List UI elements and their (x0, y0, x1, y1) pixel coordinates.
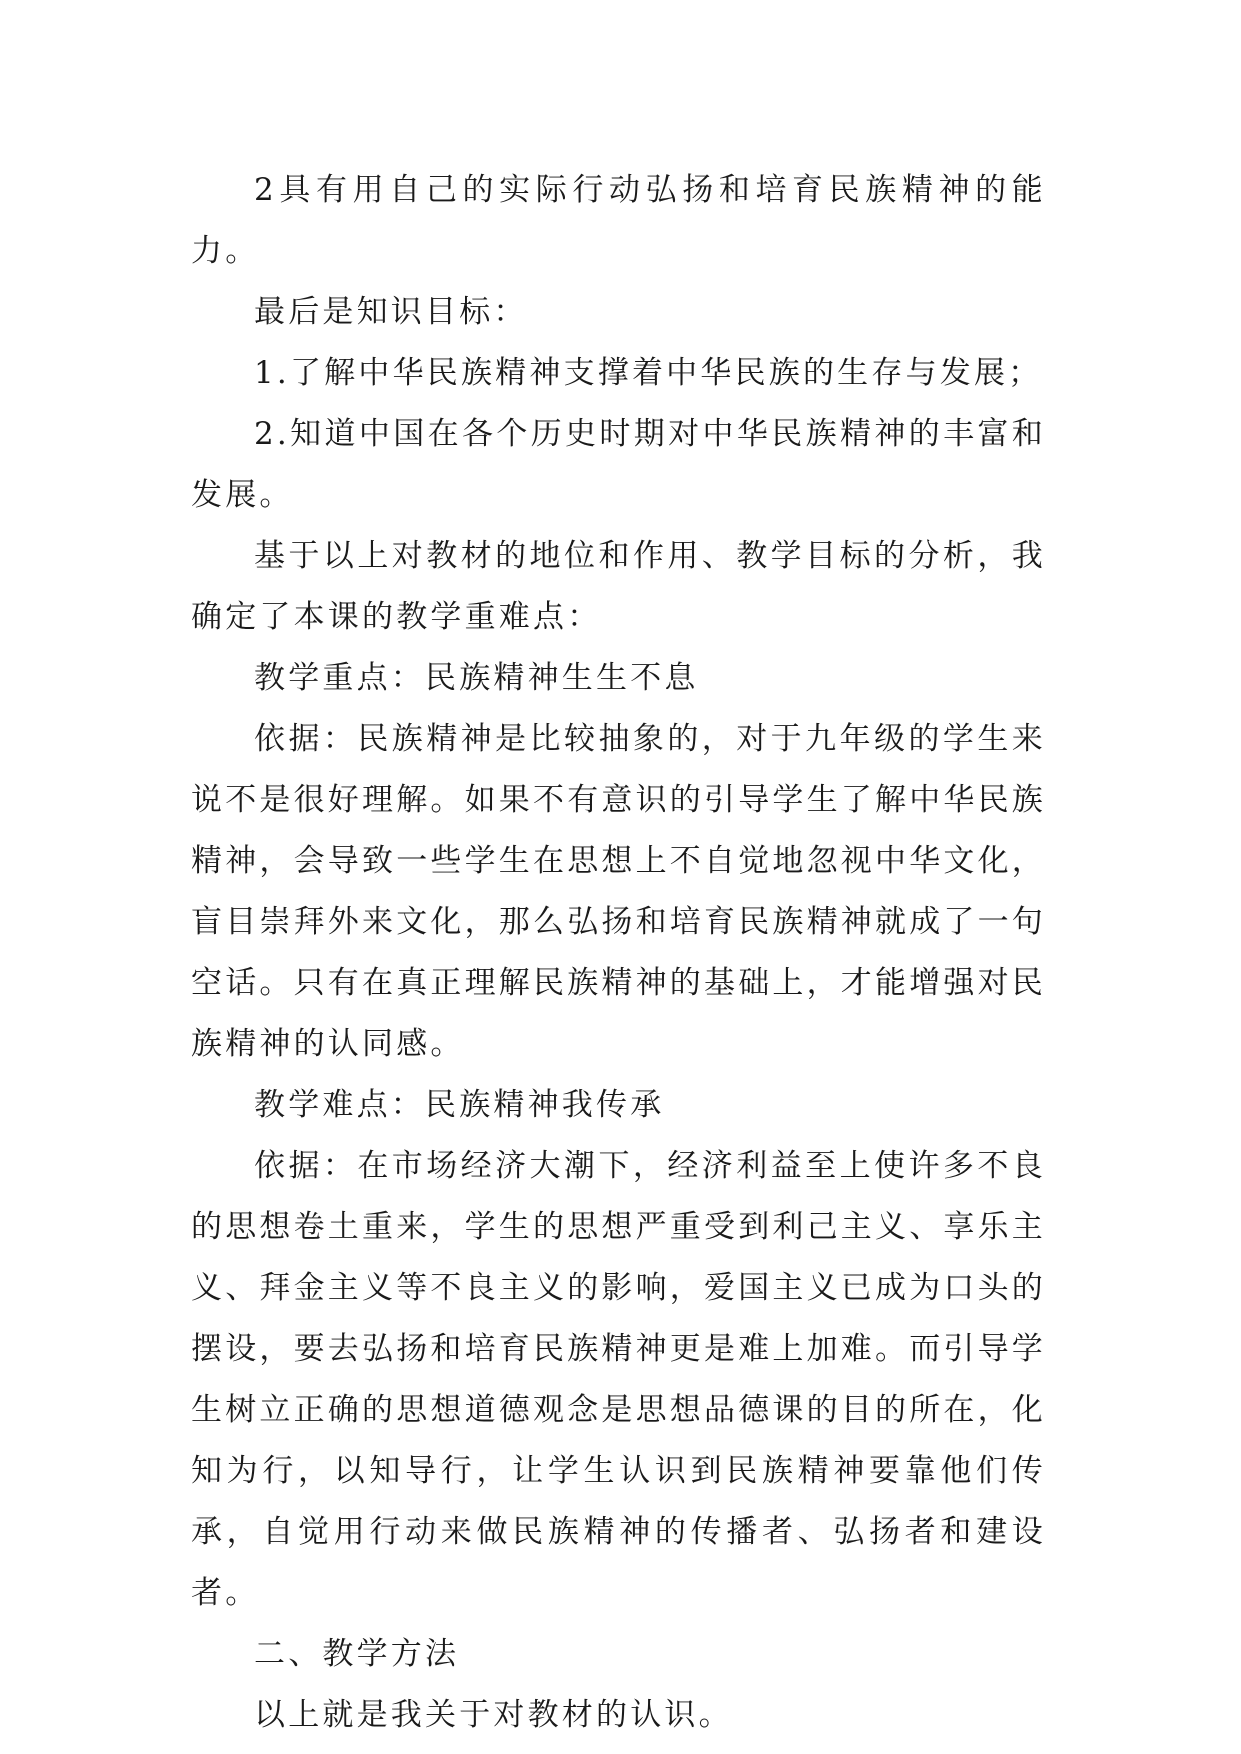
paragraph-teaching-focus: 教学重点：民族精神生生不息 (254, 660, 699, 696)
document-body (191, 160, 1046, 1746)
paragraph-focus-basis: 依据：民族精神是比较抽象的，对于九年级的学生来说不是很好理解。如果不有意识的引导学生了解中华民族精神，会导致一些学生在思想上不自觉地忽视中华文化，盲目崇拜外来文化，那么弘扬和培育民族精神就成了一句空话。只有在真正理解民族精神的基础上，才能增强对民族精神的认同感。 (191, 721, 1046, 1062)
section-heading-teaching-method: 二、教学方法 (254, 1636, 460, 1672)
paragraph-difficulty-basis: 依据：在市场经济大潮下，经济利益至上使许多不良的思想卷土重来，学生的思想严重受到利己主义、享乐主义、拜金主义等不良主义的影响，爱国主义已成为口头的摆设，要去弘扬和培育民族精神更是难上加难。而引导学生树立正确的思想道德观念是思想品德课的目的所在，化知为行，以知导行，让学生认识到民族精神要靠他们传承，自觉用行动来做民族精神的传播者、弘扬者和建设者。 (191, 1148, 1046, 1611)
paragraph-knowledge-goal-heading: 最后是知识目标： (254, 294, 528, 330)
paragraph-ability-goal: 2具有用自己的实际行动弘扬和培育民族精神的能力。 (191, 172, 1046, 269)
paragraph-knowledge-goal-2: 2.知道中国在各个历史时期对中华民族精神的丰富和发展。 (191, 416, 1046, 513)
paragraph-teaching-difficulty: 教学难点：民族精神我传承 (254, 1087, 665, 1123)
paragraph-closing: 以上就是我关于对教材的认识。 (254, 1697, 733, 1733)
paragraph-knowledge-goal-1: 1.了解中华民族精神支撑着中华民族的生存与发展； (254, 355, 1043, 391)
paragraph-key-points-intro: 基于以上对教材的地位和作用、教学目标的分析，我确定了本课的教学重难点： (191, 538, 1046, 635)
